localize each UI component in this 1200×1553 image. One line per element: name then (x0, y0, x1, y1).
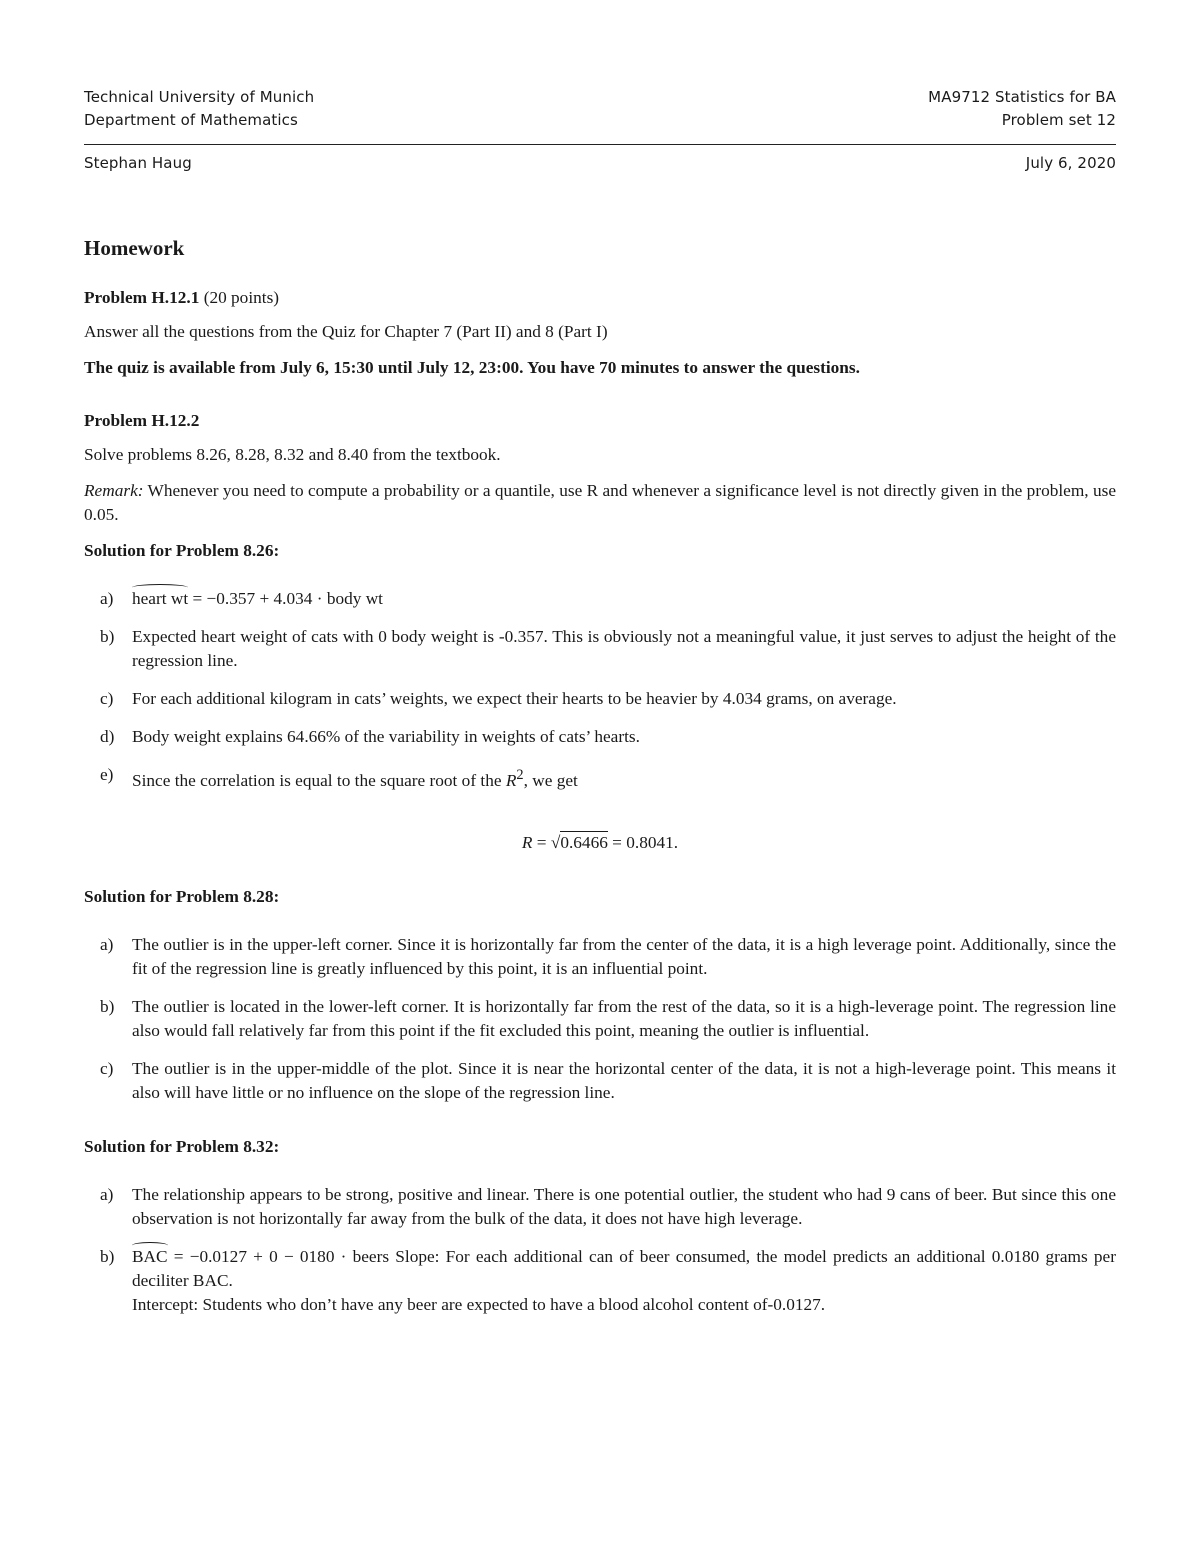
author-name: Stephan Haug (84, 154, 192, 172)
university-name: Technical University of Munich (84, 88, 315, 106)
homework-heading: Homework (84, 236, 185, 260)
solution-8-26-title: Solution for Problem 8.26: (84, 541, 280, 560)
list-item: c) For each additional kilogram in cats’ weights, we expect their hearts to be heavier by 4.034 grams, on average. (100, 689, 897, 708)
problem-1-text: Answer all the questions from the Quiz for Chapter 7 (Part II) and 8 (Part I) (84, 322, 608, 341)
estimate-hat: heart wt (132, 587, 188, 611)
problem-set-label: Problem set 12 (1001, 111, 1116, 129)
solution-8-32-title: Solution for Problem 8.32: (84, 1136, 280, 1156)
header-divider (84, 144, 1116, 145)
solution-8-28-title: Solution for Problem 8.28: (84, 886, 280, 906)
solution-8-26-list (84, 587, 1116, 793)
solution-8-32-list (84, 1183, 1116, 1317)
problem-1-title: Problem H.12.1 (20 points) (84, 288, 280, 307)
quiz-notice: The quiz is available from July 6, 15:30 until July 12, 23:00. You have 70 minutes to answer the questions. (84, 358, 860, 377)
header-row-3 (84, 154, 1116, 172)
department-name: Department of Mathematics (84, 111, 298, 129)
list-item: c) The outlier is in the upper-middle of the plot. Since it is near the horizontal center of the data, it is not a high-leverage point. This means it also will have little or no influence on the slope of the regression line. (100, 1058, 1116, 1102)
estimate-hat: BAC (132, 1245, 168, 1269)
list-item: a) heart wt = −0.357 + 4.034 · body wt (84, 587, 1116, 611)
list-item: e) Since the correlation is equal to the square root of the $R^2$, we get (100, 765, 578, 790)
header-row-2 (84, 111, 1116, 129)
list-item: a) The outlier is in the upper-left corner. Since it is horizontally far from the center of the data, it is a high leverage point. Additionally, since the fit of the regression line is greatly influenced by this point, it is an influential point. (100, 934, 1116, 978)
problem-2-title: Problem H.12.2 (84, 411, 200, 430)
list-item: b) Expected heart weight of cats with 0 body weight is -0.357. This is obviously not a meaningful value, it just serves to adjust the height of the regression line. (100, 627, 1116, 670)
list-item: b) The outlier is located in the lower-left corner. It is horizontally far from the rest of the data, so it is a high-leverage point. The regression line also would fall relatively far from this point if the fit excluded this point, meaning the outlier is influential. (100, 996, 1116, 1040)
correlation-equation: R = √0.6466 = 0.8041. (521, 832, 679, 852)
document-date: July 6, 2020 (1025, 154, 1116, 172)
problem-2-text: Solve problems 8.26, 8.28, 8.32 and 8.40 from the textbook. (84, 445, 501, 464)
header-row-1 (84, 88, 1116, 106)
course-name: MA9712 Statistics for BA (928, 88, 1116, 106)
main-content (84, 236, 1116, 1331)
solution-8-28-list (84, 933, 1116, 1105)
problem-2-remark: Remark: Whenever you need to compute a probability or a quantile, use R and whenever a significance level is not directly given in the problem, use 0.05. (84, 481, 1116, 524)
list-item: b) BAC = −0.0127 + 0 − 0180 · beers Slope: For each additional can of beer consumed, the model predicts an additional 0.0180 grams per deciliter BAC. Intercept: Students who don’t have any beer are expected to have a blood alcohol content of-0.0127. (100, 1246, 1116, 1314)
list-item: d) Body weight explains 64.66% of the variability in weights of cats’ hearts. (100, 727, 640, 746)
list-item: a) The relationship appears to be strong, positive and linear. There is one potential outlier, the student who had 9 cans of beer. But since this one observation is not horizontally far away from the bulk of the data, it does not have high leverage. (100, 1184, 1116, 1228)
